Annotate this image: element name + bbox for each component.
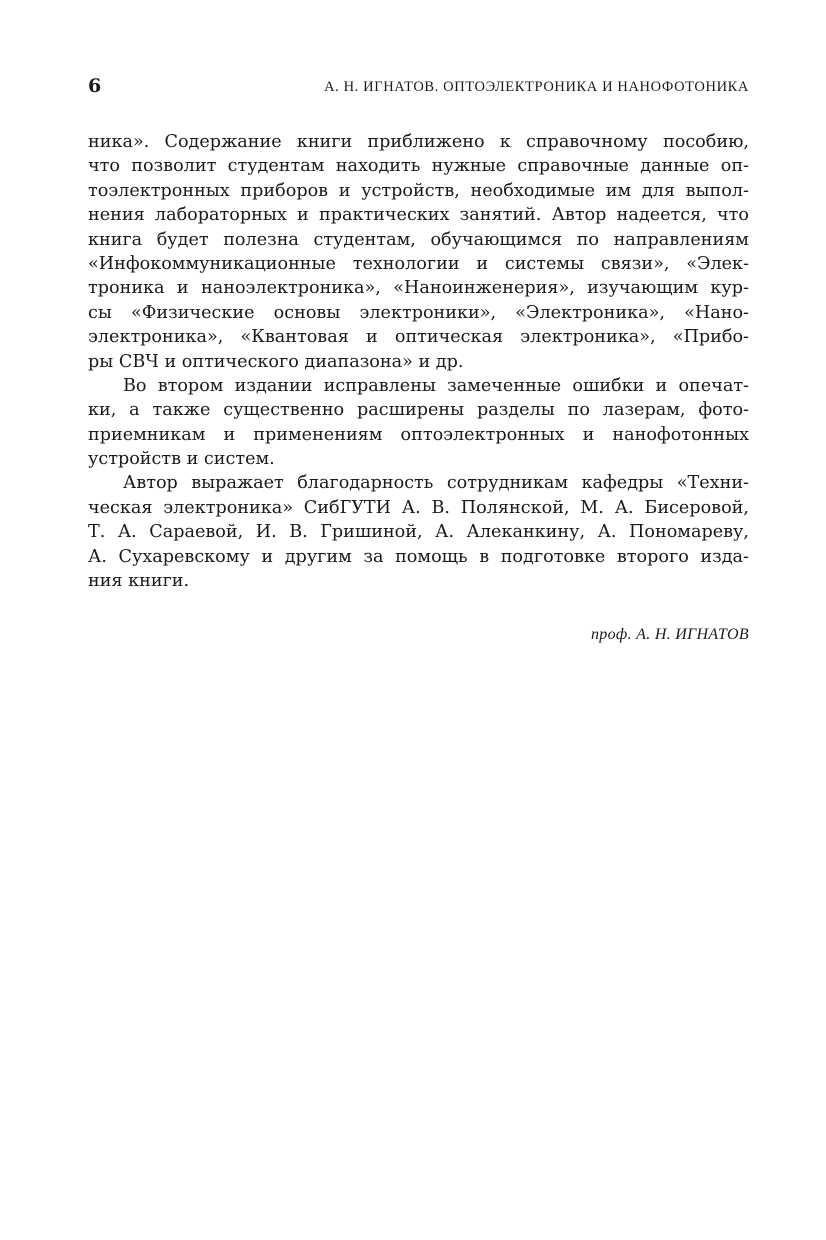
text-line: Автор выражает благодарность сотрудникам кафедры «Техни- (123, 473, 749, 494)
author-signature: проф. А. Н. ИГНАТОВ (591, 626, 749, 643)
text-line: приемникам и применениям оптоэлектронных и нанофотонных (88, 424, 749, 445)
text-line: нения лабораторных и практических занятий. Автор надеется, что (88, 205, 749, 226)
text-line: ки, а также существенно расширены разделы по лазерам, фото- (88, 400, 749, 421)
text-line: ника». Содержание книги приближено к справочному пособию, (88, 132, 749, 152)
text-line: Т. А. Сараевой, И. В. Гришиной, А. Алеканкину, А. Пономареву, (88, 522, 749, 543)
text-line: троника и наноэлектроника», «Наноинженерия», изучающим кур- (88, 278, 749, 299)
text-line: «Инфокоммуникационные технологии и системы связи», «Элек- (88, 253, 749, 274)
text-line: электроника», «Квантовая и оптическая электроника», «Прибо- (88, 327, 749, 348)
text-line: ры СВЧ и оптического диапазона» и др. (88, 351, 464, 372)
text-line: устройств и систем. (88, 449, 275, 470)
text-line: А. Сухаревскому и другим за помощь в подготовке второго изда- (88, 546, 749, 567)
text-line: Во втором издании исправлены замеченные ошибки и опечат- (123, 375, 749, 396)
text-line: что позволит студентам находить нужные справочные данные оп- (88, 156, 749, 177)
text-line: ния книги. (88, 571, 190, 592)
page-number: 6 (88, 75, 102, 97)
text-line: ческая электроника» СибГУТИ А. В. Полянской, М. А. Бисеровой, (88, 497, 749, 518)
running-head: А. Н. ИГНАТОВ. ОПТОЭЛЕКТРОНИКА И НАНОФОТОНИКА (324, 79, 749, 95)
paragraph-2 (88, 374, 749, 472)
paragraph-3 (88, 471, 749, 593)
text-line: тоэлектронных приборов и устройств, необходимые им для выпол- (88, 180, 749, 201)
page-header (88, 74, 749, 98)
text-line: книга будет полезна студентам, обучающимся по направлениям (88, 229, 749, 250)
body-text (88, 130, 749, 593)
text-line: сы «Физические основы электроники», «Электроника», «Нано- (88, 302, 749, 323)
paragraph-1 (88, 130, 749, 374)
